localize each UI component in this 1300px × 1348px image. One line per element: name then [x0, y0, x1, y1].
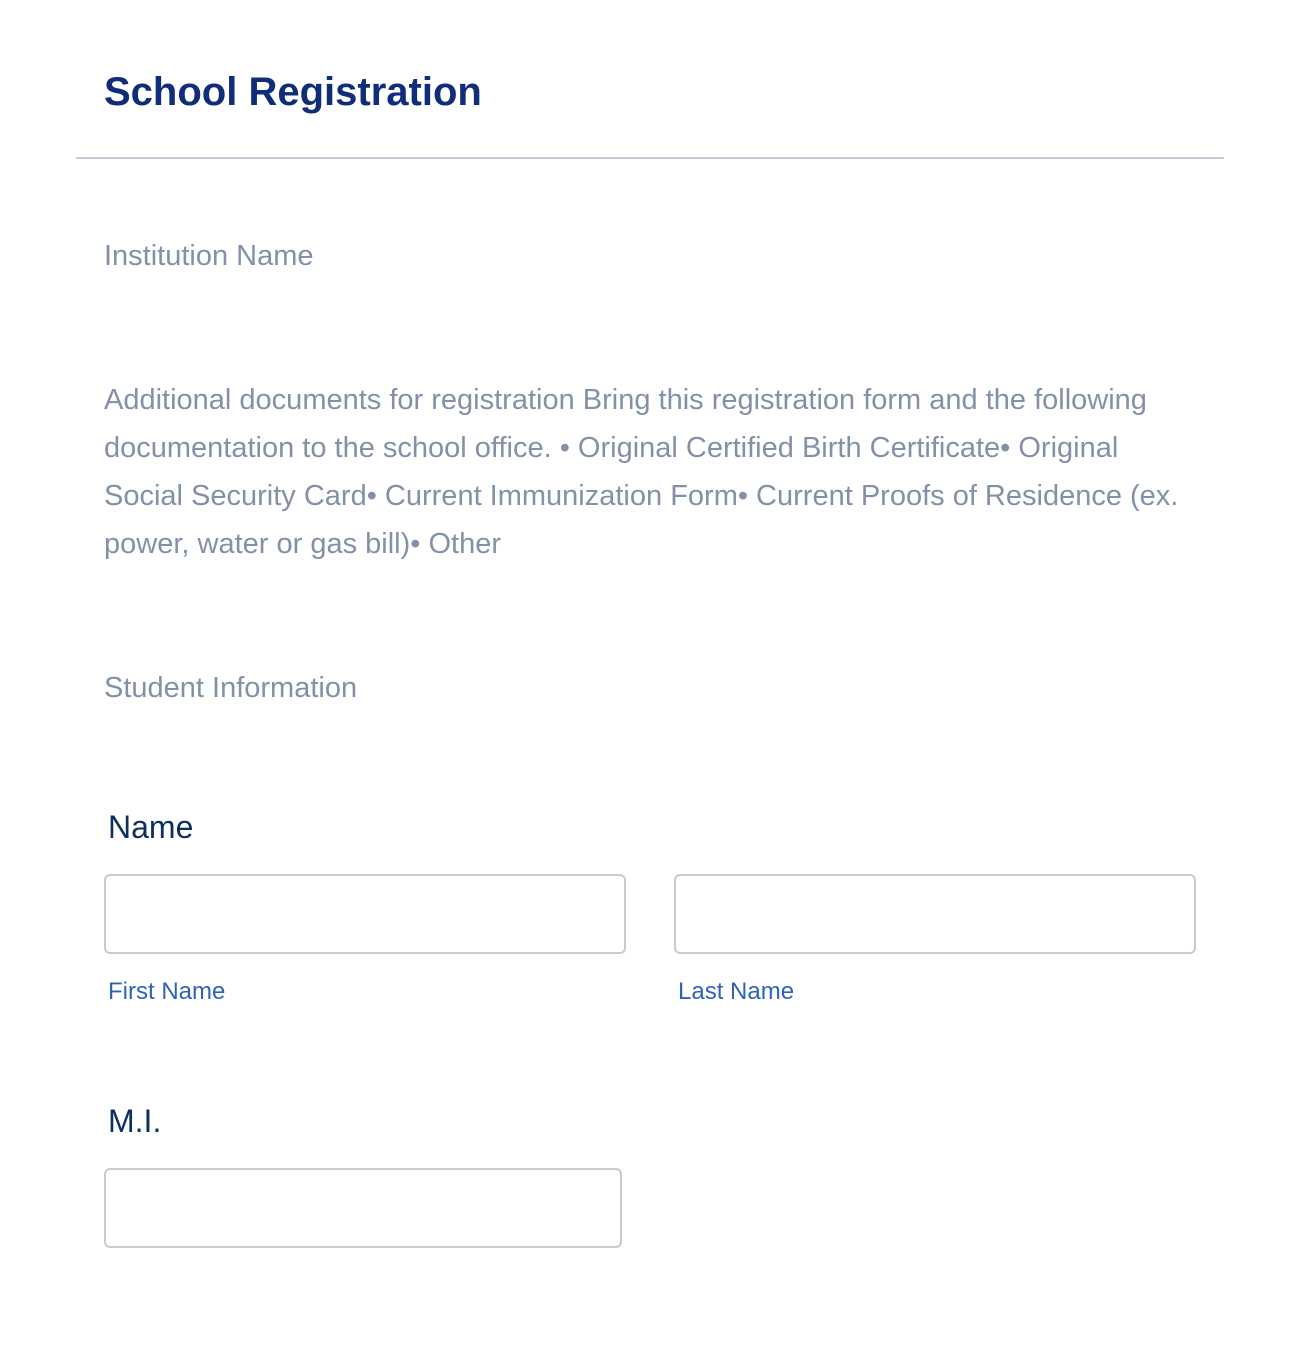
first-name-sublabel: First Name — [108, 978, 226, 1005]
student-information-heading: Student Information — [104, 672, 358, 704]
institution-name-heading: Institution Name — [104, 240, 314, 272]
name-label: Name — [108, 809, 194, 845]
first-name-input[interactable] — [104, 874, 626, 954]
additional-documents-text: Additional documents for registration Bring this registration form and the following documentation to the school office. • Original Certified Birth Certificate• Original Social Security Card• Current Immunization Form• Current Proofs of Residence (ex. power, water or gas bill)• Other — [104, 384, 1179, 560]
header-divider — [76, 157, 1224, 159]
middle-initial-label: M.I. — [108, 1103, 162, 1139]
page-title: School Registration — [104, 70, 482, 114]
middle-initial-input[interactable] — [104, 1168, 622, 1248]
last-name-sublabel: Last Name — [678, 978, 795, 1005]
last-name-input[interactable] — [674, 874, 1196, 954]
